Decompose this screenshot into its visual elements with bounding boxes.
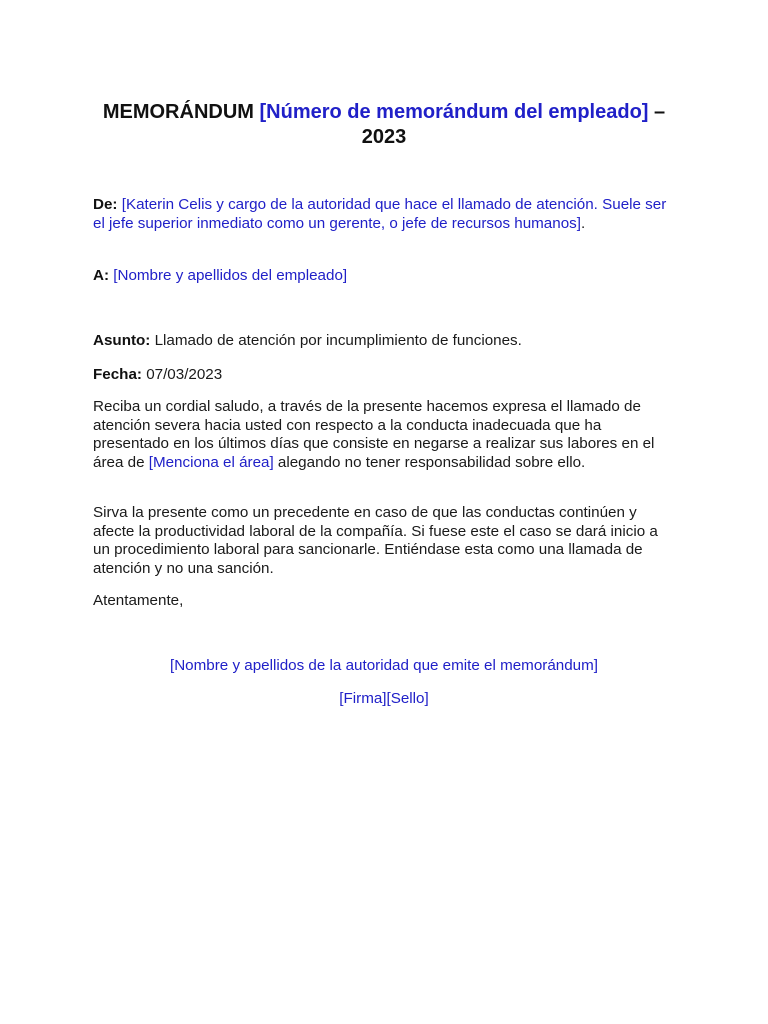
subject-value: Llamado de atención por incumplimiento de funciones. (154, 332, 522, 349)
to-value: [Nombre y apellidos del empleado] (113, 267, 348, 284)
signatory-name-placeholder: [Nombre y apellidos de la autoridad que emite el memorándum] (169, 657, 598, 674)
memo-title (93, 100, 675, 150)
to-label: A: (93, 267, 110, 284)
date-value: 07/03/2023 (146, 366, 223, 383)
closing-text: Atentamente, (93, 592, 184, 609)
body-p1-end: alegando no tener responsabilidad sobre ello. (273, 453, 586, 471)
from-section (93, 196, 678, 233)
from-label: De: (93, 196, 118, 213)
memo-title-year: – 2023 (361, 101, 666, 148)
memo-number-placeholder: [Número de memorándum del empleado] (259, 101, 649, 123)
subject-section (93, 332, 678, 351)
subject-label: Asunto: (93, 332, 151, 349)
area-placeholder: [Menciona el área] (148, 453, 274, 471)
from-end: . (580, 214, 586, 232)
memo-title-prefix: MEMORÁNDUM (102, 101, 260, 123)
body-p1-start: Reciba un cordial saludo, a través de la presente hacemos expresa el llamado de atención severa hacia usted con respecto a la conducta inadecuada que ha presentado en los últimos días que consiste en negarse a realizar sus labores en el área de (93, 398, 655, 471)
date-label: Fecha: (93, 366, 142, 383)
signature-seal-placeholder: [Firma][Sello] (339, 690, 429, 707)
body-paragraph-1 (93, 398, 678, 472)
date-section (93, 366, 678, 385)
body-paragraph-2: Sirva la presente como un precedente en caso de que las conductas continúen y afecte la productividad laboral de la compañía. Si fuese este el caso se dará inicio a un procedimiento laboral para sancionarle. Entiéndase esta como una llamada de atención y no una sanción. (93, 504, 658, 577)
from-value: [Katerin Celis y cargo de la autoridad que hace el llamado de atención. Suele ser el jefe superior inmediato como un gerente, o jefe de recursos humanos] (93, 196, 667, 232)
to-section (93, 267, 678, 286)
